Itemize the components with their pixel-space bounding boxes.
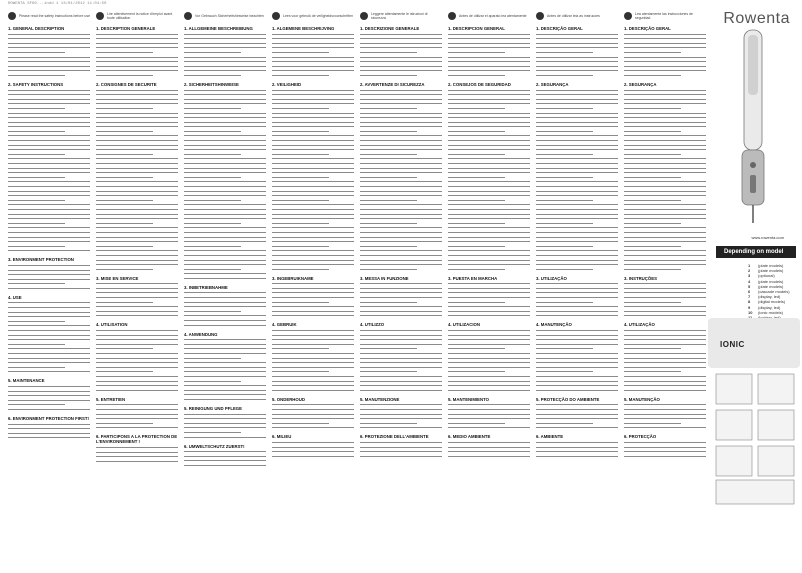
text-line <box>536 454 618 459</box>
text-line <box>96 450 178 455</box>
text-line <box>448 445 530 450</box>
text-line <box>536 356 618 361</box>
part-label: (cascade models) <box>758 289 790 295</box>
globe-icon <box>8 12 16 20</box>
text-line <box>536 445 618 450</box>
text-line <box>536 388 618 393</box>
text-line <box>272 55 354 60</box>
text-line <box>96 300 153 305</box>
text-line <box>536 258 618 263</box>
text-line <box>8 277 90 282</box>
text-line <box>624 189 706 194</box>
text-line <box>184 235 266 240</box>
text-line <box>536 212 618 217</box>
text-line <box>8 422 90 427</box>
text-line <box>184 143 266 148</box>
section-title: 6. ENVIRONMENT PROTECTION FIRST! <box>8 415 89 421</box>
text-line <box>624 454 706 459</box>
text-line <box>8 389 90 394</box>
text-line <box>448 120 530 125</box>
column-header <box>624 10 706 22</box>
text-line <box>184 111 266 116</box>
text-line <box>8 235 90 240</box>
text-line <box>184 323 266 328</box>
text-line <box>8 55 90 60</box>
section-title: 4. USE <box>8 294 22 300</box>
text-line <box>536 412 618 417</box>
manual-column <box>624 10 706 568</box>
text-line <box>184 73 241 78</box>
text-line <box>96 333 178 338</box>
section-title: 1. ALGEMENE BESCHRIJVING <box>272 26 335 31</box>
part-number: 9 <box>748 304 751 310</box>
text-line <box>272 189 354 194</box>
text-line <box>272 120 354 125</box>
text-line <box>272 235 354 240</box>
text-line <box>448 267 505 272</box>
text-line <box>96 235 178 240</box>
section-title: 5. MANTENIMIENTO <box>448 396 489 402</box>
section-title: 4. UTILIZAÇÃO <box>624 322 655 328</box>
section-title: 5. REINIGUNG UND PFLEGE <box>184 405 243 411</box>
text-line <box>624 300 681 305</box>
text-line <box>448 55 530 60</box>
text-line <box>448 333 530 338</box>
text-line <box>184 120 266 125</box>
text-line <box>624 32 706 37</box>
part-number: 1 <box>748 263 751 268</box>
part-number: 3 <box>748 273 751 279</box>
safety-note: Leggere attentamente le istruzioni di sicurezza <box>371 12 428 20</box>
text-line <box>360 32 442 37</box>
text-line <box>8 120 90 125</box>
text-line <box>184 454 266 459</box>
text-line <box>8 111 90 116</box>
text-line <box>448 235 530 240</box>
text-line <box>272 166 354 171</box>
text-line <box>448 412 530 417</box>
text-line <box>360 73 417 78</box>
text-line <box>360 454 442 459</box>
safety-note: Lees voor gebruik de veiligheidsvoorschriften <box>283 14 354 18</box>
text-line <box>360 445 442 450</box>
text-line <box>184 258 266 263</box>
part-label: (display, led) <box>758 294 781 300</box>
manual-column <box>184 10 266 568</box>
text-line <box>360 267 417 272</box>
column-header <box>184 10 266 22</box>
section-title: 1. GENERAL DESCRIPTION <box>8 26 65 31</box>
part-number: 5 <box>748 283 751 289</box>
text-line <box>8 370 90 375</box>
safety-note: Vor Gebrauch Sicherheitshinweise beachten <box>195 14 264 18</box>
text-line <box>184 435 266 440</box>
text-line <box>272 300 329 305</box>
text-line <box>360 166 442 171</box>
text-line <box>448 212 530 217</box>
text-line <box>624 388 706 393</box>
section-title: 4. UTILIZZO <box>360 322 385 328</box>
text-line <box>624 314 706 319</box>
text-line <box>448 32 530 37</box>
text-line <box>184 397 266 402</box>
section-title: 5. PROTECÇÃO DO AMBIENTE <box>536 396 600 402</box>
text-line <box>184 463 266 468</box>
part-label: (plate models) <box>758 283 784 289</box>
text-line <box>8 310 90 315</box>
section-title: 6. MEDIO AMBIENTE <box>448 434 491 440</box>
text-line <box>8 249 90 254</box>
text-line <box>360 212 442 217</box>
text-line <box>624 212 706 217</box>
model-banner: Depending on model <box>716 246 796 258</box>
part-label: (optional) <box>758 273 775 279</box>
text-line <box>536 426 618 431</box>
straightener-illustration <box>712 25 796 225</box>
text-line <box>448 88 530 93</box>
column-header <box>272 10 354 22</box>
text-line <box>272 388 354 393</box>
text-line <box>8 436 90 441</box>
section-title: 2. CONSIGNES DE SECURITE <box>96 81 157 87</box>
section-title: 3. UTILIZAÇÃO <box>536 275 567 281</box>
text-line <box>8 166 90 171</box>
section-title: 2. SEGURANÇA <box>624 81 657 87</box>
text-line <box>272 314 354 319</box>
section-title: 3. INGEBRUIKNAME <box>272 275 314 281</box>
text-line <box>272 111 354 116</box>
part-label: (plate models) <box>758 278 784 284</box>
text-line <box>8 212 90 217</box>
safety-note: Antes de utilizar leia as instrucoes <box>547 14 600 18</box>
globe-icon <box>448 12 456 20</box>
text-line <box>96 267 153 272</box>
text-line <box>272 73 329 78</box>
text-line <box>448 314 530 319</box>
text-line <box>360 412 442 417</box>
section-title: 1. DESCRIPTION GENERALE <box>96 26 156 31</box>
text-line <box>272 426 354 431</box>
section-title: 1. DESCRIZIONE GENERALE <box>360 26 420 31</box>
text-line <box>272 143 354 148</box>
text-line <box>624 379 706 384</box>
section-title: 4. MANUTENÇÃO <box>536 322 572 328</box>
section-title: 5. MANUTENZIONE <box>360 396 400 402</box>
text-line <box>360 333 442 338</box>
text-line <box>96 32 178 37</box>
text-line <box>536 166 618 171</box>
text-line <box>96 88 178 93</box>
section-title: 2. SAFETY INSTRUCTIONS <box>8 81 64 87</box>
text-line <box>96 73 153 78</box>
section-title: 3. PUESTA EN MARCHA <box>448 275 498 281</box>
text-line <box>8 88 90 93</box>
part-label: (ionic models) <box>758 309 783 315</box>
text-line <box>184 32 266 37</box>
text-line <box>272 32 354 37</box>
print-slug: ROWENTA SF60...indd 1 13/01/2012 11:04:50 <box>8 2 107 6</box>
part-number: 10 <box>748 309 753 315</box>
section-title: 4. GEBRUIK <box>272 322 297 328</box>
text-line <box>96 166 178 171</box>
text-line <box>536 300 593 305</box>
globe-icon <box>184 12 192 20</box>
text-line <box>448 258 530 263</box>
text-line <box>448 300 505 305</box>
section-title: 6. PROTECÇÃO <box>624 434 657 440</box>
text-line <box>272 454 354 459</box>
text-line <box>184 267 241 272</box>
text-line <box>272 267 329 272</box>
text-line <box>360 143 442 148</box>
text-line <box>536 143 618 148</box>
section-title: 5. ONDERHOUD <box>272 396 305 402</box>
text-line <box>360 55 442 60</box>
globe-icon <box>272 12 280 20</box>
text-line <box>360 300 417 305</box>
text-line <box>96 189 178 194</box>
text-line <box>184 55 266 60</box>
section-title: 4. UTILIZACION <box>448 322 480 328</box>
text-line <box>536 189 618 194</box>
text-line <box>448 356 530 361</box>
column-header <box>360 10 442 22</box>
section-title: 1. ALLGEMEINE BESCHREIBUNG <box>184 26 253 31</box>
text-line <box>360 189 442 194</box>
text-line <box>8 32 90 37</box>
text-line <box>536 379 618 384</box>
text-line <box>536 73 593 78</box>
safety-note: Lea atentamente las instrucciones de seguridad <box>635 12 693 20</box>
text-line <box>536 235 618 240</box>
column-header <box>8 10 90 22</box>
text-line <box>448 111 530 116</box>
text-line <box>448 166 530 171</box>
text-line <box>624 88 706 93</box>
text-line <box>184 276 266 281</box>
text-line <box>96 143 178 148</box>
column-header <box>536 10 618 22</box>
text-line <box>536 314 618 319</box>
text-line <box>96 356 178 361</box>
text-line <box>272 379 354 384</box>
text-line <box>360 120 442 125</box>
text-line <box>360 258 442 263</box>
safety-note: Lire attentivement la notice d'emploi avant toute utilisation <box>107 12 173 20</box>
text-line <box>624 426 706 431</box>
part-number: 7 <box>748 294 751 300</box>
text-line <box>184 379 241 384</box>
text-line <box>8 268 90 273</box>
manual-column <box>448 10 530 568</box>
section-title: 3. INSTRUÇÕES <box>624 275 657 281</box>
section-title: 6. AMBIENTE <box>536 434 564 440</box>
text-line <box>96 314 178 319</box>
manual-column <box>272 10 354 568</box>
section-title: 2. VEILIGHEID <box>272 81 302 87</box>
text-line <box>96 388 178 393</box>
part-label: (digital models) <box>758 299 786 305</box>
text-line <box>96 379 178 384</box>
text-line <box>272 258 354 263</box>
section-title: 4. ANWENDUNG <box>184 331 218 337</box>
text-line <box>360 356 442 361</box>
section-title: 5. MANUTENÇÃO <box>624 396 660 402</box>
text-line <box>624 111 706 116</box>
text-line <box>184 300 266 305</box>
text-line <box>448 426 530 431</box>
section-title: 5. MAINTENANCE <box>8 378 45 384</box>
text-line <box>624 356 706 361</box>
text-line <box>448 189 530 194</box>
safety-note: Antes de utilizar el aparato lea atentamente <box>459 14 527 18</box>
text-line <box>8 189 90 194</box>
text-line <box>96 426 178 431</box>
section-title: 3. ENVIRONMENT PROTECTION <box>8 257 74 263</box>
section-title: 5. ENTRETIEN <box>96 396 126 402</box>
text-line <box>360 426 442 431</box>
text-line <box>360 235 442 240</box>
text-line <box>272 212 354 217</box>
section-title: 2. AVVERTENZE DI SICUREZZA <box>360 81 425 87</box>
text-line <box>184 412 266 417</box>
section-title: 3. MESSA IN FUNZIONE <box>360 275 409 281</box>
text-line <box>272 445 354 450</box>
part-number: 2 <box>748 268 751 274</box>
section-title: 6. UMWELTSCHUTZ ZUERST! <box>184 443 245 449</box>
globe-icon <box>360 12 368 20</box>
section-title: 6. MILIEU <box>272 434 292 440</box>
text-line <box>272 88 354 93</box>
column-header <box>96 10 178 22</box>
text-line <box>8 73 65 78</box>
part-label: (plate models) <box>758 268 784 274</box>
manual-column <box>96 10 178 568</box>
safety-note: Please read the safety instructions before use <box>19 14 90 18</box>
text-line <box>8 143 90 148</box>
text-line <box>272 356 354 361</box>
section-title: 3. MISE EN SERVICE <box>96 275 139 281</box>
text-line <box>184 88 266 93</box>
text-line <box>360 88 442 93</box>
text-line <box>536 120 618 125</box>
text-line <box>624 120 706 125</box>
text-line <box>96 258 178 263</box>
text-line <box>624 166 706 171</box>
section-title: 1. DESCRIÇÃO GERAL <box>536 26 583 31</box>
text-line <box>624 143 706 148</box>
globe-icon <box>96 12 104 20</box>
text-line <box>624 235 706 240</box>
text-line <box>360 314 442 319</box>
part-number: 4 <box>748 278 751 284</box>
text-line <box>624 445 706 450</box>
text-line <box>536 55 618 60</box>
text-line <box>624 267 681 272</box>
text-line <box>96 459 178 464</box>
text-line <box>448 388 530 393</box>
text-line <box>536 111 618 116</box>
manual-column <box>536 10 618 568</box>
globe-icon <box>536 12 544 20</box>
column-header <box>448 10 530 22</box>
text-line <box>96 111 178 116</box>
text-line <box>624 412 706 417</box>
text-line <box>96 55 178 60</box>
part-number: 8 <box>748 299 751 305</box>
ionic-label: IONIC <box>720 340 745 349</box>
section-title: 1. DESCRIÇÃO GERAL <box>624 26 671 31</box>
text-line <box>184 212 266 217</box>
text-line <box>448 454 530 459</box>
text-line <box>624 73 681 78</box>
text-line <box>8 356 90 361</box>
manual-column <box>8 10 90 568</box>
manual-column <box>360 10 442 568</box>
text-line <box>184 189 266 194</box>
text-line <box>536 32 618 37</box>
website-url: www.rowenta.com <box>751 235 784 240</box>
text-line <box>536 88 618 93</box>
section-title: 4. UTILISATION <box>96 322 128 328</box>
section-title: 2. SEGURANÇA <box>536 81 569 87</box>
part-label: (plate models) <box>758 263 784 268</box>
section-title: 6. PROTEZIONE DELL'AMBIENTE <box>360 434 429 440</box>
text-line <box>96 212 178 217</box>
section-title: 1. DESCRIPCION GENERAL <box>448 26 505 31</box>
text-line <box>272 412 354 417</box>
text-line <box>624 55 706 60</box>
text-line <box>272 333 354 338</box>
part-label: (display, led) <box>758 304 781 310</box>
text-line <box>448 73 505 78</box>
text-line <box>536 267 593 272</box>
text-line <box>184 356 241 361</box>
text-line <box>96 412 178 417</box>
text-line <box>8 407 90 412</box>
section-title: 2. CONSEJOS DE SEGURIDAD <box>448 81 511 87</box>
text-line <box>8 286 90 291</box>
text-line <box>448 379 530 384</box>
text-line <box>360 111 442 116</box>
part-number: 6 <box>748 289 751 295</box>
text-line <box>184 166 266 171</box>
text-line <box>96 120 178 125</box>
section-title: 6. PARTICIPONS A LA PROTECTION DE L'ENVIRONNEMENT ! <box>96 434 178 445</box>
section-title: 2. SICHERHEITSHINWEISE <box>184 81 239 87</box>
brand-logo: Rowenta <box>723 10 790 27</box>
text-line <box>8 333 90 338</box>
text-line <box>624 333 706 338</box>
text-line <box>360 388 442 393</box>
section-title: 3. INBETRIEBNAHME <box>184 284 228 290</box>
text-line <box>360 379 442 384</box>
text-line <box>448 143 530 148</box>
text-line <box>536 333 618 338</box>
figures-diagram <box>712 370 798 510</box>
globe-icon <box>624 12 632 20</box>
text-line <box>624 258 706 263</box>
